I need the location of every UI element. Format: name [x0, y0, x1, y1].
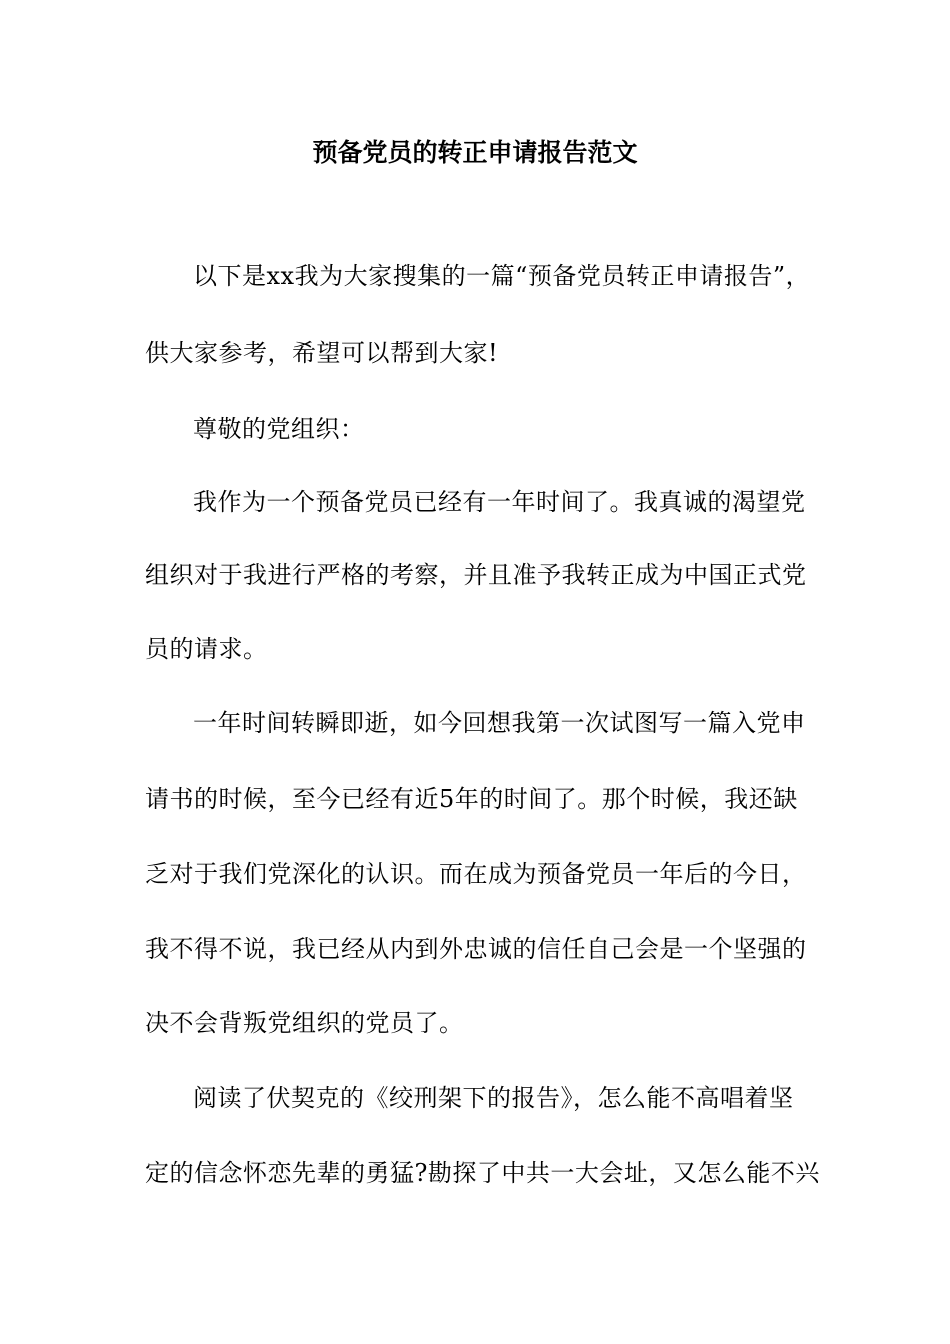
paragraph-line: 员的请求。	[145, 635, 268, 663]
paragraph-line: 一年时间转瞬即逝，如今回想我第一次试图写一篇入党申	[193, 709, 806, 737]
paragraph-line: 我不得不说，我已经从内到外忠诚的信任自己会是一个坚强的	[145, 935, 807, 963]
paragraph-line: 阅读了伏契克的《绞刑架下的报告》，怎么能不高唱着坚	[193, 1084, 794, 1112]
paragraph-line: 请书的时候，至今已经有近5年的时间了。那个时候，我还缺	[145, 785, 798, 813]
salutation: 尊敬的党组织：	[193, 415, 365, 443]
paragraph-line: 组织对于我进行严格的考察，并且准予我转正成为中国正式党	[145, 561, 807, 589]
paragraph-line: 决不会背叛党组织的党员了。	[145, 1009, 464, 1037]
document-title: 预备党员的转正申请报告范文	[312, 138, 638, 167]
paragraph-line: 我作为一个预备党员已经有一年时间了。我真诚的渴望党	[193, 488, 806, 516]
paragraph-line: 乏对于我们党深化的认识。而在成为预备党员一年后的今日，	[145, 860, 807, 888]
paragraph-line: 以下是xx我为大家搜集的一篇“预备党员转正申请报告”，	[193, 262, 811, 290]
paragraph-line: 定的信念怀恋先辈的勇猛?勘探了中共一大会址，又怎么能不兴	[145, 1159, 820, 1187]
paragraph-line: 供大家参考，希望可以帮到大家!	[145, 339, 499, 367]
